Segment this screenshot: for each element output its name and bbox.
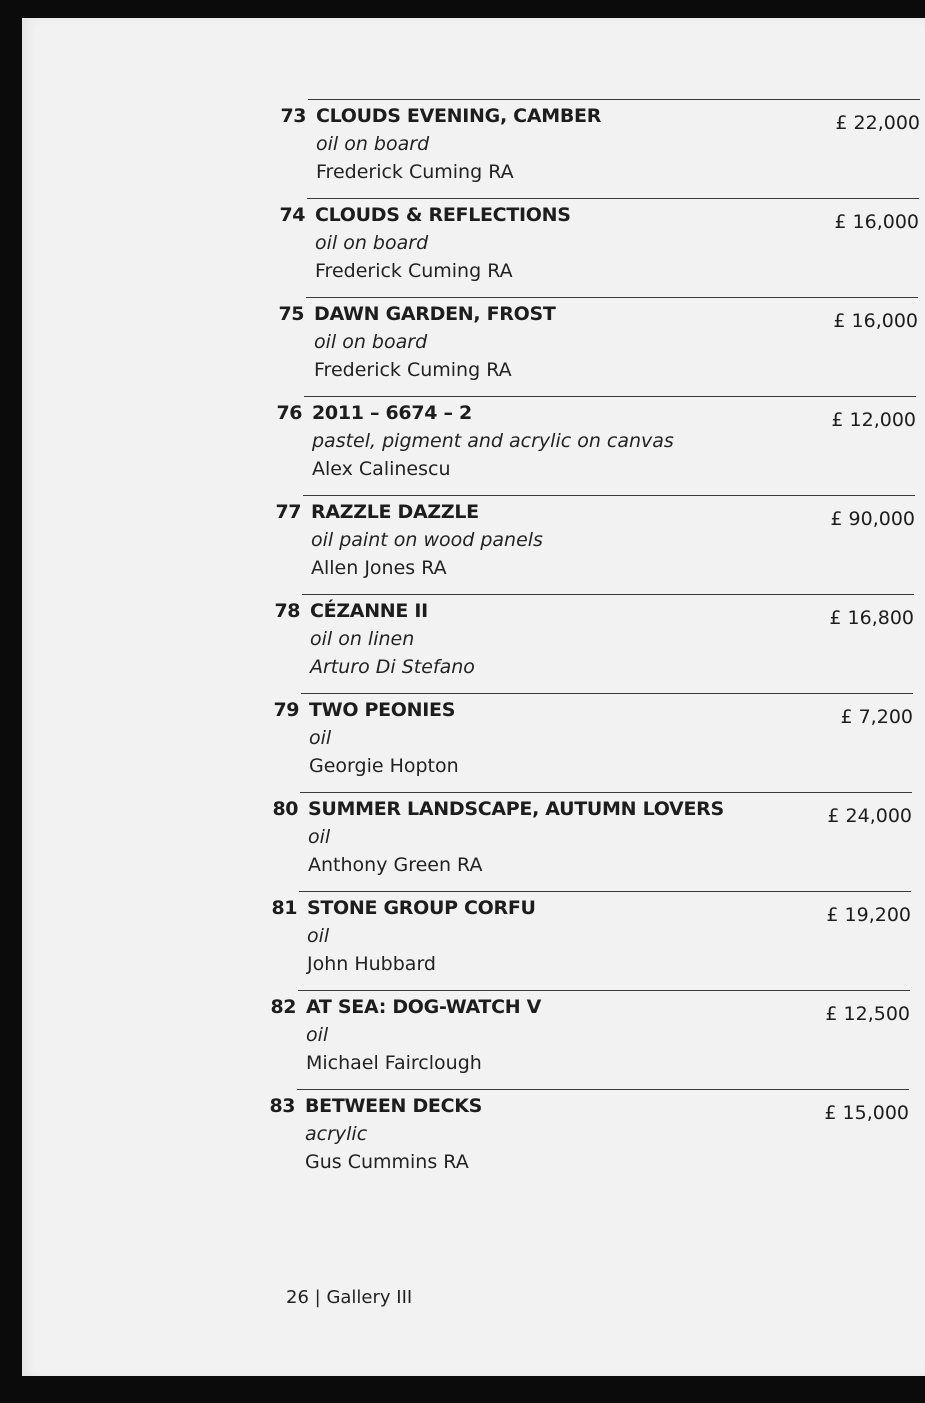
divider: [308, 99, 920, 100]
artwork-title: RAZZLE DAZZLE: [311, 501, 479, 523]
artwork-price: £ 12,500: [825, 1003, 910, 1025]
list-item: [269, 1089, 909, 1188]
list-item: [276, 396, 916, 495]
artwork-title: 2011 – 6674 – 2: [312, 402, 472, 424]
artwork-title: AT SEA: DOG-WATCH V: [306, 996, 542, 1018]
lot-number: 83: [269, 1095, 295, 1117]
artist-name: Alex Calinescu: [312, 458, 451, 480]
artwork-price: £ 16,000: [833, 310, 918, 332]
page-footer: [286, 1287, 412, 1308]
artwork-medium: oil on linen: [310, 628, 415, 650]
lot-number: 82: [270, 996, 296, 1018]
artist-name: Arturo Di Stefano: [310, 656, 475, 678]
artwork-price: £ 16,800: [829, 607, 914, 629]
artwork-price: £ 12,000: [831, 409, 916, 431]
artwork-title: CÉZANNE II: [310, 600, 428, 622]
divider: [303, 495, 915, 496]
list-item: [271, 891, 911, 990]
lot-number: 80: [272, 798, 298, 820]
list-item: [275, 495, 915, 594]
artist-name: Michael Fairclough: [306, 1052, 482, 1074]
list-item: [279, 198, 919, 297]
artwork-price: £ 90,000: [830, 508, 915, 530]
artist-name: John Hubbard: [307, 953, 436, 975]
artist-name: Frederick Cuming RA: [314, 359, 512, 381]
artwork-title: SUMMER LANDSCAPE, AUTUMN LOVERS: [308, 798, 724, 820]
page-number: 26: [286, 1287, 309, 1308]
lot-number: 79: [273, 699, 299, 721]
artist-name: Anthony Green RA: [308, 854, 483, 876]
lot-number: 76: [276, 402, 302, 424]
catalogue-list: [22, 18, 925, 1376]
divider: [299, 891, 911, 892]
artwork-price: £ 7,200: [840, 706, 913, 728]
divider: [306, 297, 918, 298]
catalogue-page: [22, 18, 925, 1376]
artwork-title: CLOUDS EVENING, CAMBER: [316, 105, 602, 127]
divider: [300, 792, 912, 793]
artwork-medium: oil: [309, 727, 332, 749]
divider: [301, 693, 913, 694]
artist-name: Allen Jones RA: [311, 557, 447, 579]
list-item: [278, 297, 918, 396]
artwork-price: £ 15,000: [824, 1102, 909, 1124]
divider: [304, 396, 916, 397]
artwork-title: BETWEEN DECKS: [305, 1095, 483, 1117]
divider: [297, 1089, 909, 1090]
list-item: [270, 990, 910, 1089]
lot-number: 74: [279, 204, 305, 226]
footer-separator: |: [314, 1287, 321, 1308]
lot-number: 73: [280, 105, 306, 127]
artist-name: Georgie Hopton: [309, 755, 459, 777]
artwork-medium: oil paint on wood panels: [311, 529, 543, 551]
artwork-medium: oil on board: [316, 133, 430, 155]
artwork-price: £ 16,000: [834, 211, 919, 233]
lot-number: 81: [271, 897, 297, 919]
list-item: [274, 594, 914, 693]
list-item: [272, 792, 912, 891]
artwork-medium: oil: [307, 925, 330, 947]
artwork-title: CLOUDS & REFLECTIONS: [315, 204, 571, 226]
artwork-medium: oil on board: [315, 232, 429, 254]
artwork-price: £ 22,000: [835, 112, 920, 134]
artwork-title: STONE GROUP CORFU: [307, 897, 536, 919]
artwork-price: £ 24,000: [827, 805, 912, 827]
lot-number: 75: [278, 303, 304, 325]
artwork-medium: acrylic: [305, 1123, 368, 1145]
artwork-medium: pastel, pigment and acrylic on canvas: [312, 430, 674, 452]
artwork-title: TWO PEONIES: [309, 699, 456, 721]
lot-number: 77: [275, 501, 301, 523]
lot-number: 78: [274, 600, 300, 622]
gallery-name: Gallery III: [326, 1287, 413, 1308]
artwork-medium: oil: [306, 1024, 329, 1046]
artist-name: Gus Cummins RA: [305, 1151, 469, 1173]
artist-name: Frederick Cuming RA: [316, 161, 514, 183]
list-item: [273, 693, 913, 792]
artwork-medium: oil: [308, 826, 331, 848]
list-item: [280, 99, 920, 198]
divider: [302, 594, 914, 595]
divider: [298, 990, 910, 991]
artist-name: Frederick Cuming RA: [315, 260, 513, 282]
artwork-medium: oil on board: [314, 331, 428, 353]
divider: [307, 198, 919, 199]
artwork-price: £ 19,200: [826, 904, 911, 926]
artwork-title: DAWN GARDEN, FROST: [314, 303, 556, 325]
